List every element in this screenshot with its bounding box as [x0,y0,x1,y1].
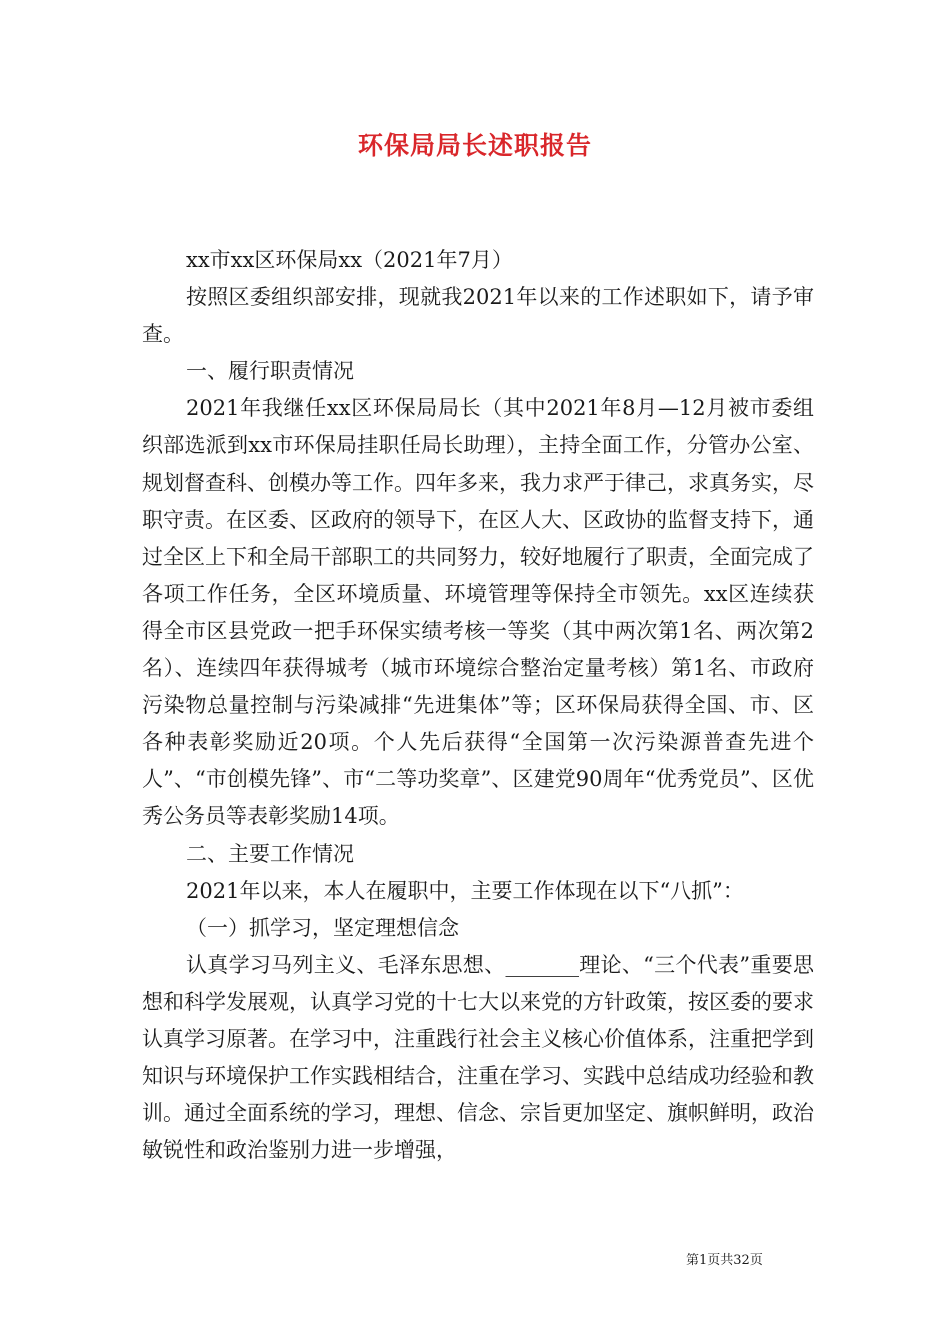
paragraph-work-summary: 2021年以来，本人在履职中，主要工作体现在以下“八抓”： [186,878,744,903]
paragraph-intro: 按照区委组织部安排，现就我2021年以来的工作述职如下，请予审查。 [142,285,814,347]
document-title: 环保局局长述职报告 [357,131,592,160]
section-heading-1: 一、履行职责情况 [186,359,354,384]
page-number: 第1页共32页 [686,1253,763,1268]
paragraph-study: 认真学习马列主义、毛泽东思想、_______理论、“三个代表”重要思想和科学发展观，认真学习党的十七大以来党的方针政策，按区委的要求认真学习原著。在学习中，注重践行社会主义核心价值体系，注重把学到知识与环境保护工作实践相结合，注重在学习、实践中总结成功经验和教训。通过全面系统的学习，理想、信念、宗旨更加坚定、旗帜鲜明，政治敏锐性和政治鉴别力进一步增强， [142,952,814,1163]
paragraph-author-date: xx市xx区环保局xx（2021年7月） [186,248,513,272]
document-body [142,242,814,1169]
section-heading-2: 二、主要工作情况 [186,841,354,866]
paragraph-duties: 2021年我继任xx区环保局局长（其中2021年8月—12月被市委组织部选派到xx市环保局挂职任局长助理），主持全面工作，分管办公室、规划督查科、创模办等工作。四年多来，我力求严于律己，求真务实，尽职守责。在区委、区政府的领导下，在区人大、区政协的监督支持下，通过全区上下和全局干部职工的共同努力，较好地履行了职责，全面完成了各项工作任务，全区环境质量、环境管理等保持全市领先。xx区连续获得全市区县党政一把手环保实绩考核一等奖（其中两次第1名、两次第2名）、连续四年获得城考（城市环境综合整治定量考核）第1名、市政府污染物总量控制与污染减排“先进集体”等；区环保局获得全国、市、区各种表彰奖励近20项。个人先后获得“全国第一次污染源普查先进个人”、“市创模先锋”、市“二等功奖章”、区建党90周年“优秀党员”、区优秀公务员等表彰奖励14项。 [142,396,814,829]
subsection-heading-1: （一）抓学习，坚定理想信念 [186,915,459,940]
